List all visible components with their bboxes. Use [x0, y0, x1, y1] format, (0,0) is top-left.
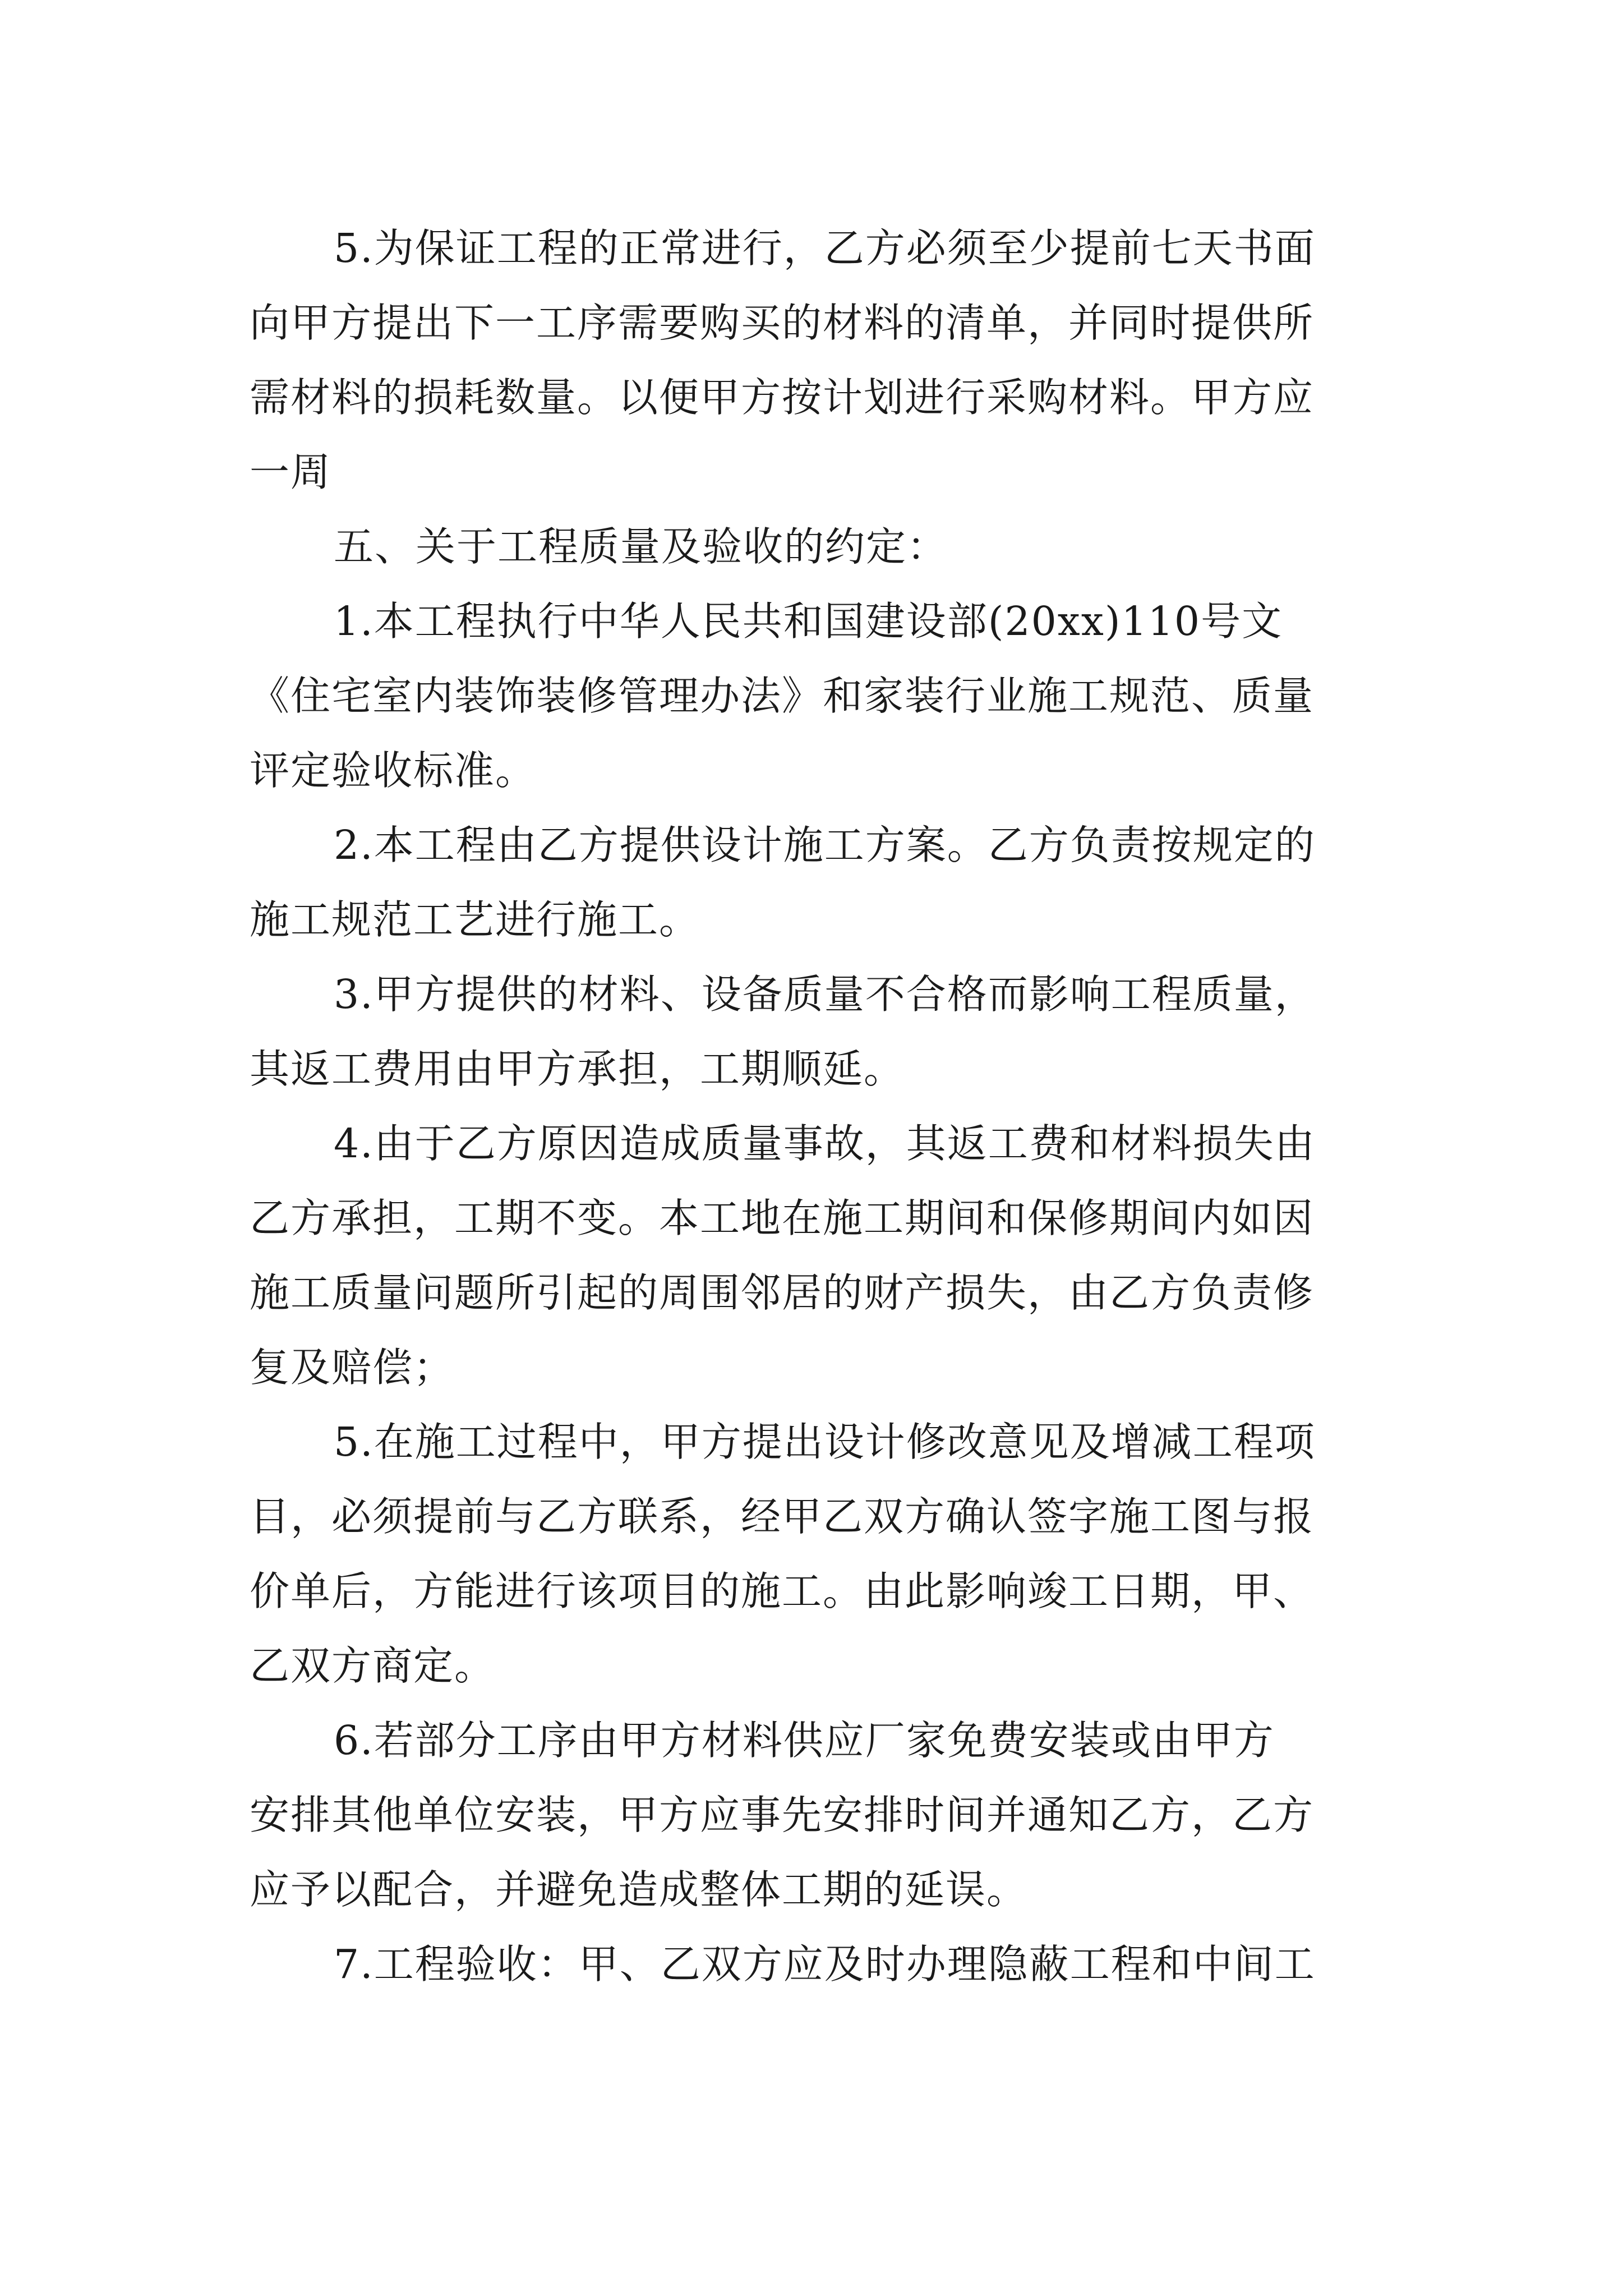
text-line: 价单后，方能进行该项目的施工。由此影响竣工日期，甲、	[250, 1568, 1315, 1614]
text-line: 安排其他单位安装，甲方应事先安排时间并通知乙方，乙方	[250, 1792, 1315, 1838]
text-line: 应予以配合，并避免造成整体工期的延误。	[250, 1866, 1028, 1913]
text-line: 1.本工程执行中华人民共和国建设部(20xx)110号文	[334, 598, 1283, 645]
text-line: 向甲方提出下一工序需要购买的材料的清单，并同时提供所	[250, 300, 1315, 346]
text-line: 乙双方商定。	[250, 1642, 496, 1689]
text-line: 需材料的损耗数量。以便甲方按计划进行采购材料。甲方应	[250, 374, 1315, 421]
text-line: 《住宅室内装饰装修管理办法》和家装行业施工规范、质量	[250, 673, 1315, 719]
text-line: 2.本工程由乙方提供设计施工方案。乙方负责按规定的	[334, 822, 1316, 868]
text-line: 7.工程验收：甲、乙双方应及时办理隐蔽工程和中间工	[334, 1941, 1316, 1987]
text-line: 5.在施工过程中，甲方提出设计修改意见及增减工程项	[334, 1419, 1316, 1465]
text-line: 3.甲方提供的材料、设备质量不合格而影响工程质量，	[334, 971, 1316, 1018]
text-line: 施工质量问题所引起的周围邻居的财产损失，由乙方负责修	[250, 1269, 1315, 1316]
text-line: 目，必须提前与乙方联系，经甲乙双方确认签字施工图与报	[250, 1493, 1315, 1540]
text-line: 6.若部分工序由甲方材料供应厂家免费安装或由甲方	[334, 1717, 1275, 1764]
text-line: 评定验收标准。	[250, 747, 537, 794]
text-line: 一周	[250, 449, 332, 495]
text-line: 复及赔偿；	[250, 1344, 455, 1391]
section-heading: 五、关于工程质量及验收的约定：	[334, 523, 948, 570]
text-line: 施工规范工艺进行施工。	[250, 896, 700, 943]
text-line: 5.为保证工程的正常进行，乙方必须至少提前七天书面	[334, 225, 1316, 272]
text-line: 4.由于乙方原因造成质量事故，其返工费和材料损失由	[334, 1120, 1316, 1167]
text-line: 乙方承担，工期不变。本工地在施工期间和保修期间内如因	[250, 1195, 1315, 1241]
document-body	[250, 211, 1377, 2001]
text-line: 其返工费用由甲方承担，工期顺延。	[250, 1046, 905, 1092]
